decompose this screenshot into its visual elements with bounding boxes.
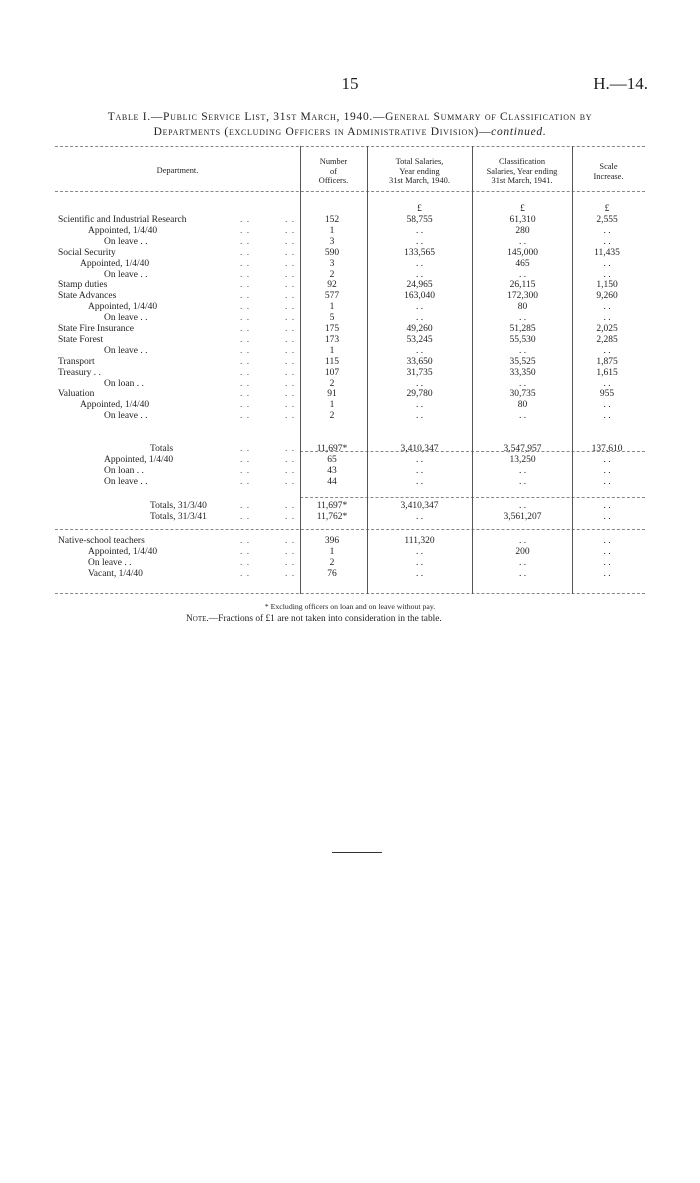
classification-salaries-cell: . .	[518, 345, 527, 356]
department-cell: State Advances	[58, 291, 117, 302]
scale-increase-cell: 1,615	[596, 367, 618, 378]
officers-cell: 175	[324, 324, 340, 334]
header-officers-line: Number	[319, 157, 348, 166]
currency-row	[0, 204, 700, 215]
department-cell: Totals, 31/3/41	[150, 511, 207, 522]
table-row	[0, 379, 700, 390]
department-cell: Appointed, 1/4/40	[80, 258, 150, 269]
table-row	[0, 291, 700, 302]
total-salaries-cell: . .	[415, 511, 424, 522]
leader-dots: . .	[285, 378, 296, 389]
leader-dots: . .	[240, 258, 251, 269]
leader-dots: . .	[240, 465, 251, 476]
leader-dots: . .	[285, 247, 296, 258]
classification-salaries-cell: 26,115	[509, 280, 536, 291]
table-row	[0, 569, 700, 580]
total-salaries-cell: . .	[415, 313, 424, 324]
scale-increase-cell: 2,025	[596, 324, 618, 334]
officers-cell: 1	[329, 345, 335, 356]
table-row	[0, 547, 700, 558]
table-row	[0, 226, 700, 237]
table-row	[0, 346, 700, 357]
scale-increase-cell: 2,285	[596, 334, 618, 345]
department-cell: Native-school teachers	[58, 536, 145, 546]
total-salaries-cell: 53,245	[406, 334, 433, 345]
department-cell: On leave . .	[104, 411, 148, 422]
table-row	[0, 280, 700, 291]
table-row	[0, 313, 700, 324]
table-bottom-rule	[55, 593, 645, 594]
leader-dots: . .	[285, 313, 296, 324]
total-salaries-cell: 3,410,347	[400, 501, 439, 511]
officers-cell: 2	[329, 378, 335, 389]
classification-salaries-cell: . .	[518, 568, 527, 579]
department-cell: Social Security	[58, 247, 116, 258]
table-row	[0, 324, 700, 335]
officers-cell: 3	[329, 258, 335, 269]
leader-dots: . .	[240, 511, 251, 522]
leader-dots: . .	[285, 280, 296, 291]
leader-dots: . .	[240, 568, 251, 579]
header-officers-line: Officers.	[318, 176, 349, 185]
table-row	[0, 357, 700, 368]
department-cell: State Forest	[58, 334, 104, 345]
leader-dots: . .	[240, 501, 251, 511]
header-classification-line: Salaries, Year ending	[486, 166, 558, 176]
leader-dots: . .	[240, 313, 251, 324]
header-bottom-rule	[55, 191, 645, 192]
leader-dots: . .	[240, 536, 251, 546]
leader-dots: . .	[240, 367, 251, 378]
leader-dots: . .	[285, 334, 296, 345]
leader-dots: . .	[240, 291, 251, 302]
classification-salaries-cell: 30,735	[509, 389, 536, 400]
leader-dots: . .	[240, 225, 251, 236]
department-cell: Totals	[150, 444, 174, 454]
scale-increase-cell: . .	[603, 568, 611, 579]
leader-dots: . .	[285, 367, 296, 378]
table-row	[0, 444, 700, 455]
header-scale-line: Scale	[599, 162, 618, 171]
officers-cell: 173	[324, 334, 340, 345]
leader-dots: . .	[240, 345, 251, 356]
leader-dots: . .	[285, 465, 296, 476]
leader-dots: . .	[285, 400, 296, 411]
total-salaries-cell: 49,260	[406, 324, 433, 334]
officers-cell: 1	[329, 225, 335, 236]
total-salaries-cell: 33,650	[406, 356, 433, 367]
scale-increase-cell: . .	[603, 225, 611, 236]
officers-cell: 11,697*	[316, 501, 348, 511]
leader-dots: . .	[285, 546, 296, 557]
header-total-salaries	[367, 157, 472, 186]
leader-dots: . .	[285, 258, 296, 269]
officers-cell: 92	[327, 280, 337, 291]
scale-increase-cell: . .	[603, 302, 611, 313]
table-row	[0, 411, 700, 422]
table-caption-line-2	[30, 125, 670, 140]
officers-cell: 11,762*	[316, 511, 348, 522]
officers-cell: 1	[329, 546, 335, 557]
department-cell: Transport	[58, 356, 95, 367]
officers-cell: 1	[329, 400, 335, 411]
leader-dots: . .	[285, 225, 296, 236]
classification-salaries-cell: . .	[518, 476, 527, 487]
leader-dots: . .	[240, 324, 251, 334]
officers-cell: 590	[324, 247, 340, 258]
total-salaries-cell: . .	[415, 568, 424, 579]
scale-increase-cell: 2,555	[596, 215, 618, 225]
header-salaries-line: 31st March, 1940.	[389, 176, 450, 185]
total-salaries-cell: . .	[415, 258, 424, 269]
native-rule	[55, 529, 645, 530]
page-number: 15	[341, 74, 359, 93]
officers-cell: 11,697*	[316, 444, 348, 454]
total-salaries-cell: . .	[415, 557, 424, 568]
note-text: —Fractions of £1 are not taken into consideration in the table.	[208, 614, 442, 624]
officers-cell: 577	[324, 291, 340, 302]
leader-dots: . .	[240, 476, 251, 487]
scale-increase-cell: . .	[603, 236, 611, 247]
header-department: Department.	[156, 166, 199, 175]
table-row	[0, 455, 700, 466]
header-salaries-line: Total Salaries,	[395, 157, 444, 166]
leader-dots: . .	[285, 269, 296, 280]
leader-dots: . .	[240, 411, 251, 422]
table-row	[0, 512, 700, 523]
table-row	[0, 335, 700, 346]
leader-dots: . .	[285, 511, 296, 522]
total-salaries-cell: . .	[415, 345, 424, 356]
total-salaries-cell: . .	[415, 454, 424, 465]
classification-salaries-cell: 55,530	[509, 334, 536, 345]
total-salaries-cell: . .	[415, 546, 424, 557]
classification-salaries-cell: 80	[517, 302, 528, 313]
leader-dots: . .	[285, 536, 296, 546]
table-row	[0, 237, 700, 248]
table-row	[0, 215, 700, 226]
department-cell: On leave . .	[104, 345, 148, 356]
caption-text: Departments (excluding Officers in Administrative Division)—	[153, 126, 492, 138]
scale-increase-cell: . .	[603, 345, 611, 356]
classification-salaries-cell: . .	[518, 236, 527, 247]
department-cell: On leave . .	[88, 557, 132, 568]
classification-salaries-cell: 13,250	[509, 454, 536, 465]
classification-salaries-cell: . .	[518, 501, 527, 511]
scale-increase-cell: . .	[603, 536, 611, 546]
classification-salaries-cell: 80	[517, 400, 528, 411]
total-salaries-cell: 111,320	[404, 536, 435, 546]
total-salaries-cell: . .	[415, 378, 424, 389]
header-salaries-line: Year ending	[399, 166, 440, 176]
classification-salaries-cell: . .	[518, 378, 527, 389]
department-cell: On leave . .	[104, 313, 148, 324]
note-label: Note.	[186, 614, 209, 624]
scale-increase-cell: . .	[603, 465, 611, 476]
header-officers-line: of	[330, 166, 337, 176]
scale-increase-cell: 137,610	[591, 444, 623, 454]
officers-cell: 2	[329, 411, 335, 422]
officers-cell: 76	[327, 568, 337, 579]
leader-dots: . .	[285, 476, 296, 487]
leader-dots: . .	[240, 280, 251, 291]
caption-continued: continued.	[491, 126, 547, 138]
classification-salaries-cell: . .	[518, 313, 527, 324]
classification-salaries-cell: 51,285	[509, 324, 536, 334]
scale-increase-cell: . .	[603, 546, 611, 557]
officers-cell: 5	[329, 313, 335, 324]
leader-dots: . .	[240, 444, 251, 454]
officers-cell: 396	[324, 536, 340, 546]
header-classification-line: Classification	[498, 157, 546, 166]
header-classification-salaries	[472, 157, 572, 186]
department-cell: Vacant, 1/4/40	[88, 568, 143, 579]
leader-dots: . .	[240, 356, 251, 367]
table-row	[0, 477, 700, 488]
officers-cell: 1	[329, 302, 335, 313]
leader-dots: . .	[285, 356, 296, 367]
currency-symbol: £	[417, 204, 422, 214]
scale-increase-cell: 11,435	[594, 247, 620, 258]
leader-dots: . .	[285, 568, 296, 579]
classification-salaries-cell: . .	[518, 536, 527, 546]
classification-salaries-cell: 33,350	[509, 367, 536, 378]
classification-salaries-cell: 61,310	[509, 215, 536, 225]
scale-increase-cell: 1,875	[596, 356, 618, 367]
leader-dots: . .	[285, 389, 296, 400]
leader-dots: . .	[285, 411, 296, 422]
department-cell: On loan . .	[104, 465, 144, 476]
leader-dots: . .	[285, 324, 296, 334]
table-note	[186, 614, 442, 624]
officers-cell: 152	[324, 215, 340, 225]
department-cell: On loan . .	[104, 378, 144, 389]
total-salaries-cell: 29,780	[406, 389, 433, 400]
department-cell: Treasury . .	[58, 367, 101, 378]
classification-salaries-cell: 35,525	[509, 356, 536, 367]
leader-dots: . .	[240, 557, 251, 568]
department-cell: Appointed, 1/4/40	[88, 546, 158, 557]
document-reference: H.—14.	[593, 74, 648, 93]
table-row	[0, 248, 700, 259]
table-row	[0, 501, 700, 512]
scale-increase-cell: . .	[603, 313, 611, 324]
leader-dots: . .	[240, 215, 251, 225]
department-cell: Scientific and Industrial Research	[58, 215, 187, 225]
total-salaries-cell: . .	[415, 400, 424, 411]
department-cell: Appointed, 1/4/40	[88, 225, 158, 236]
officers-cell: 115	[325, 356, 339, 367]
leader-dots: . .	[240, 378, 251, 389]
header-scale-line: Increase.	[593, 171, 624, 181]
scale-increase-cell: . .	[603, 454, 611, 465]
department-cell: Appointed, 1/4/40	[104, 454, 174, 465]
total-salaries-cell: 3,410,347	[400, 444, 439, 454]
classification-salaries-cell: 145,000	[507, 247, 538, 258]
scale-increase-cell: . .	[603, 269, 611, 280]
classification-salaries-cell: 280	[515, 225, 530, 236]
department-cell: Appointed, 1/4/40	[88, 302, 158, 313]
header-classification-line: 31st March, 1941.	[491, 176, 553, 185]
leader-dots: . .	[285, 444, 296, 454]
department-cell: Valuation	[58, 389, 95, 400]
officers-cell: 2	[329, 557, 335, 568]
leader-dots: . .	[240, 334, 251, 345]
classification-salaries-cell: . .	[518, 269, 527, 280]
leader-dots: . .	[240, 236, 251, 247]
table-row	[0, 536, 700, 547]
table-row	[0, 558, 700, 569]
scale-increase-cell: . .	[603, 476, 611, 487]
total-salaries-cell: 31,735	[406, 367, 433, 378]
scale-increase-cell: . .	[603, 258, 611, 269]
officers-cell: 2	[329, 269, 335, 280]
leader-dots: . .	[285, 557, 296, 568]
scale-increase-cell: . .	[603, 501, 611, 511]
scale-increase-cell: . .	[603, 511, 611, 522]
total-salaries-cell: 163,040	[404, 291, 435, 302]
leader-dots: . .	[240, 389, 251, 400]
table-row	[0, 389, 700, 400]
department-cell: On leave . .	[104, 476, 148, 487]
total-salaries-cell: . .	[415, 476, 424, 487]
officers-cell: 43	[327, 465, 337, 476]
department-cell: Appointed, 1/4/40	[80, 400, 150, 411]
department-cell: Totals, 31/3/40	[150, 501, 207, 511]
scale-increase-cell: 955	[599, 389, 615, 400]
total-salaries-cell: 24,965	[406, 280, 433, 291]
table-row	[0, 259, 700, 270]
leader-dots: . .	[285, 345, 296, 356]
leader-dots: . .	[285, 215, 296, 225]
classification-salaries-cell: . .	[518, 411, 527, 422]
footnote: * Excluding officers on loan and on leave without pay.	[264, 602, 436, 611]
total-salaries-cell: . .	[415, 236, 424, 247]
table-row	[0, 368, 700, 379]
leader-dots: . .	[240, 269, 251, 280]
currency-symbol: £	[604, 204, 610, 214]
table-row	[0, 270, 700, 281]
classification-salaries-cell: . .	[518, 465, 527, 476]
total-salaries-cell: 58,755	[406, 215, 433, 225]
officers-cell: 107	[324, 367, 340, 378]
table-row	[0, 466, 700, 477]
table-caption-line-1: Table I.—Public Service List, 31st March, 1940.—General Summary of Classification by	[107, 111, 593, 123]
table-top-rule	[55, 146, 645, 147]
table-row	[0, 400, 700, 411]
department-cell: Stamp duties	[58, 280, 108, 291]
scale-increase-cell: 1,150	[596, 280, 618, 291]
classification-salaries-cell: 200	[515, 546, 530, 557]
leader-dots: . .	[240, 454, 251, 465]
scale-increase-cell: . .	[603, 557, 611, 568]
officers-cell: 44	[327, 476, 337, 487]
leader-dots: . .	[285, 501, 296, 511]
classification-salaries-cell: 465	[515, 258, 530, 269]
officers-cell: 65	[327, 454, 337, 465]
header-scale-increase	[572, 162, 645, 181]
leader-dots: . .	[285, 291, 296, 302]
leader-dots: . .	[240, 247, 251, 258]
officers-cell: 91	[327, 389, 337, 400]
department-cell: On leave . .	[104, 236, 148, 247]
officers-cell: 3	[329, 236, 335, 247]
leader-dots: . .	[285, 454, 296, 465]
classification-salaries-cell: . .	[518, 557, 527, 568]
total-salaries-cell: . .	[415, 269, 424, 280]
table-row	[0, 302, 700, 313]
classification-salaries-cell: 3,561,207	[503, 511, 542, 522]
total-salaries-cell: . .	[415, 411, 424, 422]
total-salaries-cell: 133,565	[404, 247, 435, 258]
scale-increase-cell: . .	[603, 378, 611, 389]
scale-increase-cell: . .	[603, 400, 611, 411]
classification-salaries-cell: 3,547,957	[503, 444, 542, 454]
scale-increase-cell: 9,260	[596, 291, 618, 302]
leader-dots: . .	[240, 400, 251, 411]
leader-dots: . .	[240, 546, 251, 557]
header-officers	[300, 157, 367, 186]
leader-dots: . .	[285, 236, 296, 247]
currency-symbol: £	[520, 204, 525, 214]
department-cell: On leave . .	[104, 269, 148, 280]
leader-dots: . .	[285, 302, 296, 313]
classification-salaries-cell: 172,300	[507, 291, 538, 302]
total-salaries-cell: . .	[415, 465, 424, 476]
total-salaries-cell: . .	[415, 225, 424, 236]
leader-dots: . .	[240, 302, 251, 313]
total-salaries-cell: . .	[415, 302, 424, 313]
department-cell: State Fire Insurance	[58, 324, 134, 334]
scale-increase-cell: . .	[603, 411, 611, 422]
end-rule	[332, 852, 382, 853]
